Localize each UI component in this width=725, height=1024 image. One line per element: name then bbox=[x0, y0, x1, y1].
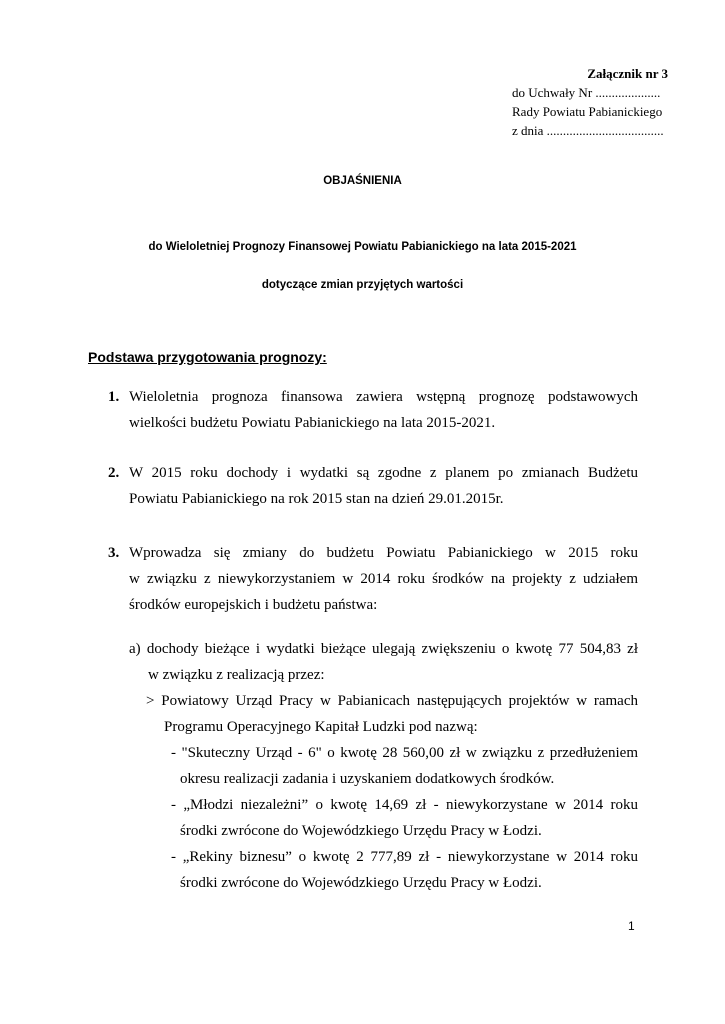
bullet-text-line: - „Rekiny biznesu” o kwotę 2 777,89 zł - niewykorzystane w 2014 roku bbox=[171, 849, 638, 865]
bullet-text-line: okresu realizacji zadania i uzyskaniem dodatkowych środków. bbox=[180, 771, 555, 787]
item-text-line: Wprowadza się zmiany do budżetu Powiatu Pabianickiego w 2015 roku bbox=[129, 545, 638, 561]
bullet-text-line: środki zwrócone do Wojewódzkiego Urzędu Pracy w Łodzi. bbox=[180, 875, 542, 891]
item-number: 2. bbox=[108, 465, 120, 481]
document-subtitle-2: dotyczące zmian przyjętych wartości bbox=[261, 279, 464, 291]
page-number: 1 bbox=[628, 919, 635, 933]
sub-item-text-line: > Powiatowy Urząd Pracy w Pabianicach następujących projektów w ramach bbox=[146, 693, 638, 709]
item-text-line: w związku z niewykorzystaniem w 2014 roku środków na projekty z udziałem bbox=[129, 571, 638, 587]
item-text-line: środków europejskich i budżetu państwa: bbox=[129, 597, 378, 613]
date-line: z dnia .................................... bbox=[512, 123, 664, 138]
sub-item-text-line: Programu Operacyjnego Kapitał Ludzki pod nazwą: bbox=[164, 719, 478, 735]
item-text-line: wielkości budżetu Powiatu Pabianickiego na lata 2015-2021. bbox=[129, 415, 496, 431]
item-number: 3. bbox=[108, 545, 120, 561]
council-name-line: Rady Powiatu Pabianickiego bbox=[512, 104, 663, 119]
sub-item-project-intro bbox=[146, 688, 638, 740]
document-subtitle: do Wieloletniej Prognozy Finansowej Powiatu Pabianickiego na lata 2015-2021 bbox=[148, 241, 577, 253]
bullet-text-line: środki zwrócone do Wojewódzkiego Urzędu Pracy w Łodzi. bbox=[180, 823, 542, 839]
resolution-number-line: do Uchwały Nr .................... bbox=[512, 85, 661, 100]
attachment-header bbox=[512, 64, 682, 140]
project-bullet bbox=[171, 740, 638, 792]
bullet-text-line: - „Młodzi niezależni” o kwotę 14,69 zł - niewykorzystane w 2014 roku bbox=[171, 797, 638, 813]
sub-item-text-line: w związku z realizacją przez: bbox=[148, 667, 325, 683]
item-number: 1. bbox=[108, 389, 120, 405]
attachment-number: Załącznik nr 3 bbox=[587, 66, 668, 81]
project-bullet bbox=[171, 844, 638, 896]
item-text-line: Powiatu Pabianickiego na rok 2015 stan na dzień 29.01.2015r. bbox=[129, 491, 504, 507]
item-text-line: Wieloletnia prognoza finansowa zawiera wstępną prognozę podstawowych bbox=[129, 389, 638, 405]
sub-item-text-line: a) dochody bieżące i wydatki bieżące ulegają zwiększeniu o kwotę 77 504,83 zł bbox=[129, 641, 638, 657]
sub-item-a bbox=[129, 636, 638, 688]
item-text-line: W 2015 roku dochody i wydatki są zgodne z planem po zmianach Budżetu bbox=[129, 465, 638, 481]
document-title: OBJAŚNIENIA bbox=[323, 175, 402, 187]
bullet-text-line: - "Skuteczny Urząd - 6" o kwotę 28 560,00 zł w związku z przedłużeniem bbox=[171, 745, 638, 761]
project-bullet bbox=[171, 792, 638, 844]
section-title: Podstawa przygotowania prognozy: bbox=[88, 349, 327, 365]
